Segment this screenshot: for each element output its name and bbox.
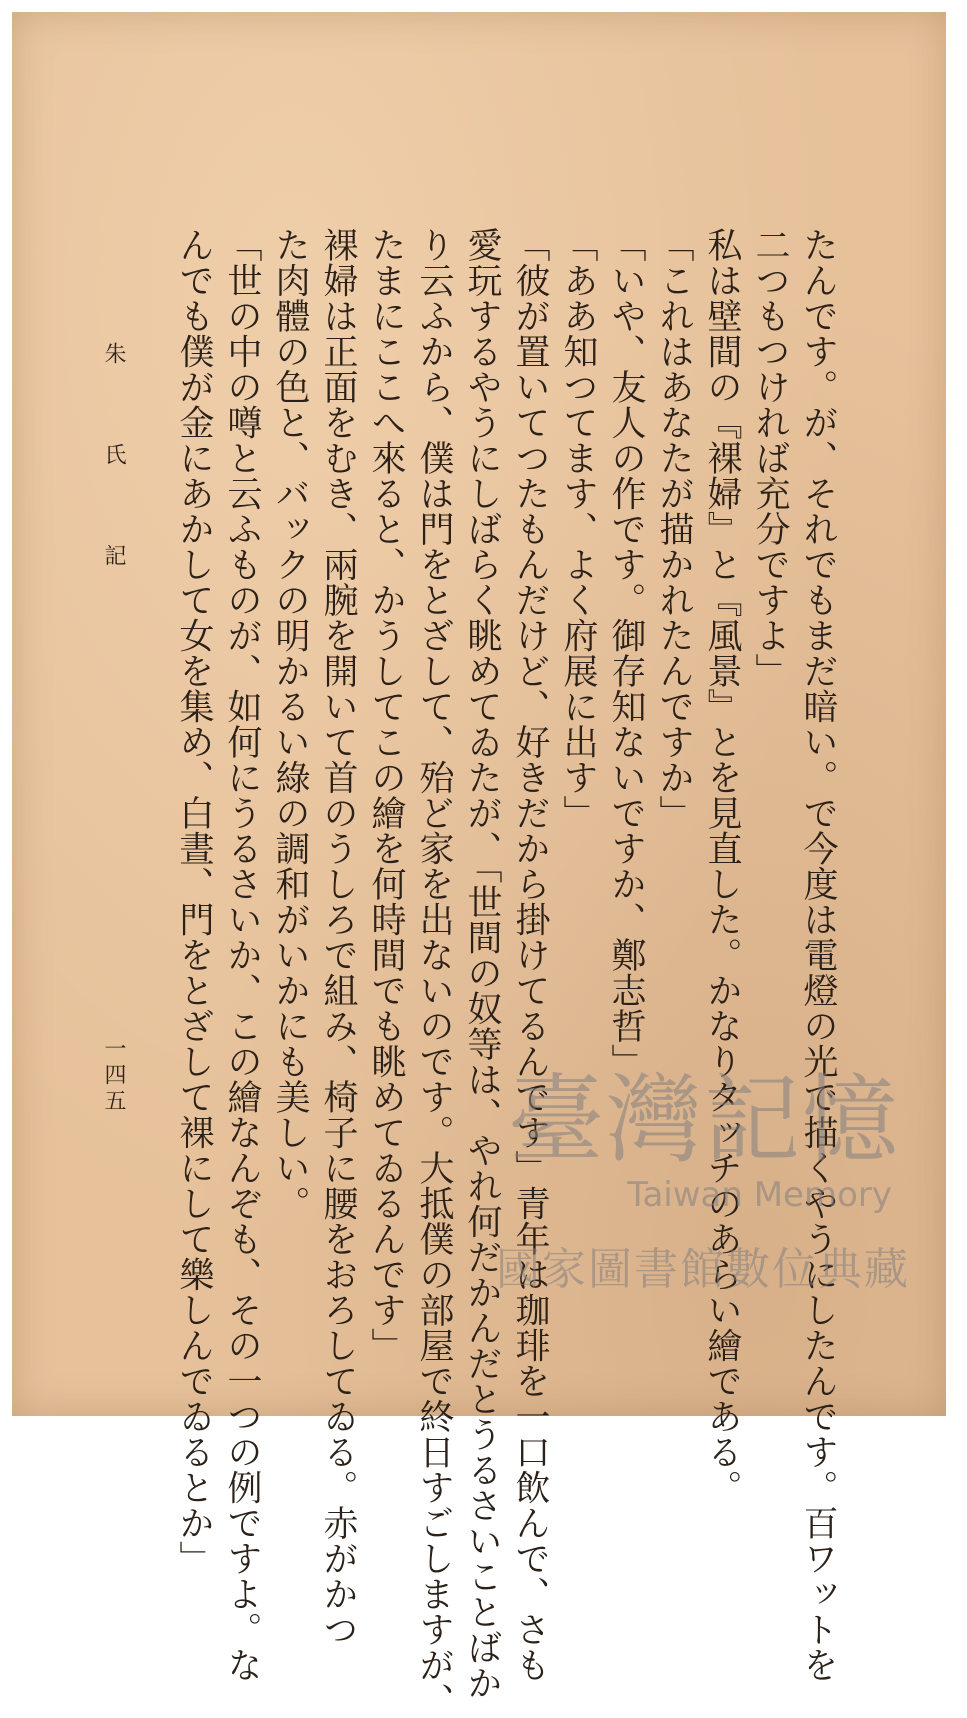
watermark-institution: 國家圖書館數位典藏 [496, 1244, 910, 1295]
text-line: 私は壁間の『裸婦』と『風景』とを見直した。かなりタッチのあらい繪である。 [702, 227, 742, 1505]
text-line: 「彼が置いてつたもんだけど、好きだから掛けてるんです」青年は珈琲を一口飲んで、さも [510, 227, 550, 1683]
page-number: 一四五 [101, 1037, 126, 1115]
text-line: 裸婦は正面をむき、兩腕を開いて首のうしろで組み、椅子に腰をおろしてゐる。赤がかつ [318, 227, 358, 1647]
text-line: 二つもつければ充分ですよ」 [750, 227, 790, 689]
text-line: たまにここへ來ると、かうしてこの繪を何時間でも眺めてゐるんです」 [366, 227, 406, 1363]
text-line: た肉體の色と、バックの明かるい綠の調和がいかにも美しい。 [270, 227, 310, 1221]
watermark [440, 1065, 910, 1315]
text-line: んでも僕が金にあかして女を集め、白晝、門をとざして裸にして樂しんでゐるとか」 [174, 227, 214, 1576]
running-title: 朱 氏 記 [101, 342, 126, 602]
text-line: 「これはあなたが描かれたんですか」 [654, 227, 694, 831]
text-line: り云ふから、僕は門をとざして、殆ど家を出ないのです。大抵僕の部屋で終日すごしますが、 [414, 227, 454, 1718]
text-line: 「ああ知つてます、よく府展に出す」 [558, 227, 598, 831]
text-line: たんです。が、それでもまだ暗い。で今度は電燈の光で描くやうにしたんです。百ワットを [798, 227, 838, 1683]
watermark-title: 臺灣記憶 [508, 1064, 900, 1176]
text-line: 「いや、友人の作です。御存知ないですか、鄭志哲」 [606, 227, 646, 1079]
text-line: 愛玩するやうにしばらく眺めてゐたが、「世間の奴等は、やれ何だかんだとうるさいことばか [462, 227, 502, 1701]
text-line: 「世の中の噂と云ふものが、如何にうるさいか、この繪なんぞも、その一つの例ですよ。な [222, 227, 262, 1683]
watermark-english: Taiwan Memory [627, 1175, 892, 1215]
